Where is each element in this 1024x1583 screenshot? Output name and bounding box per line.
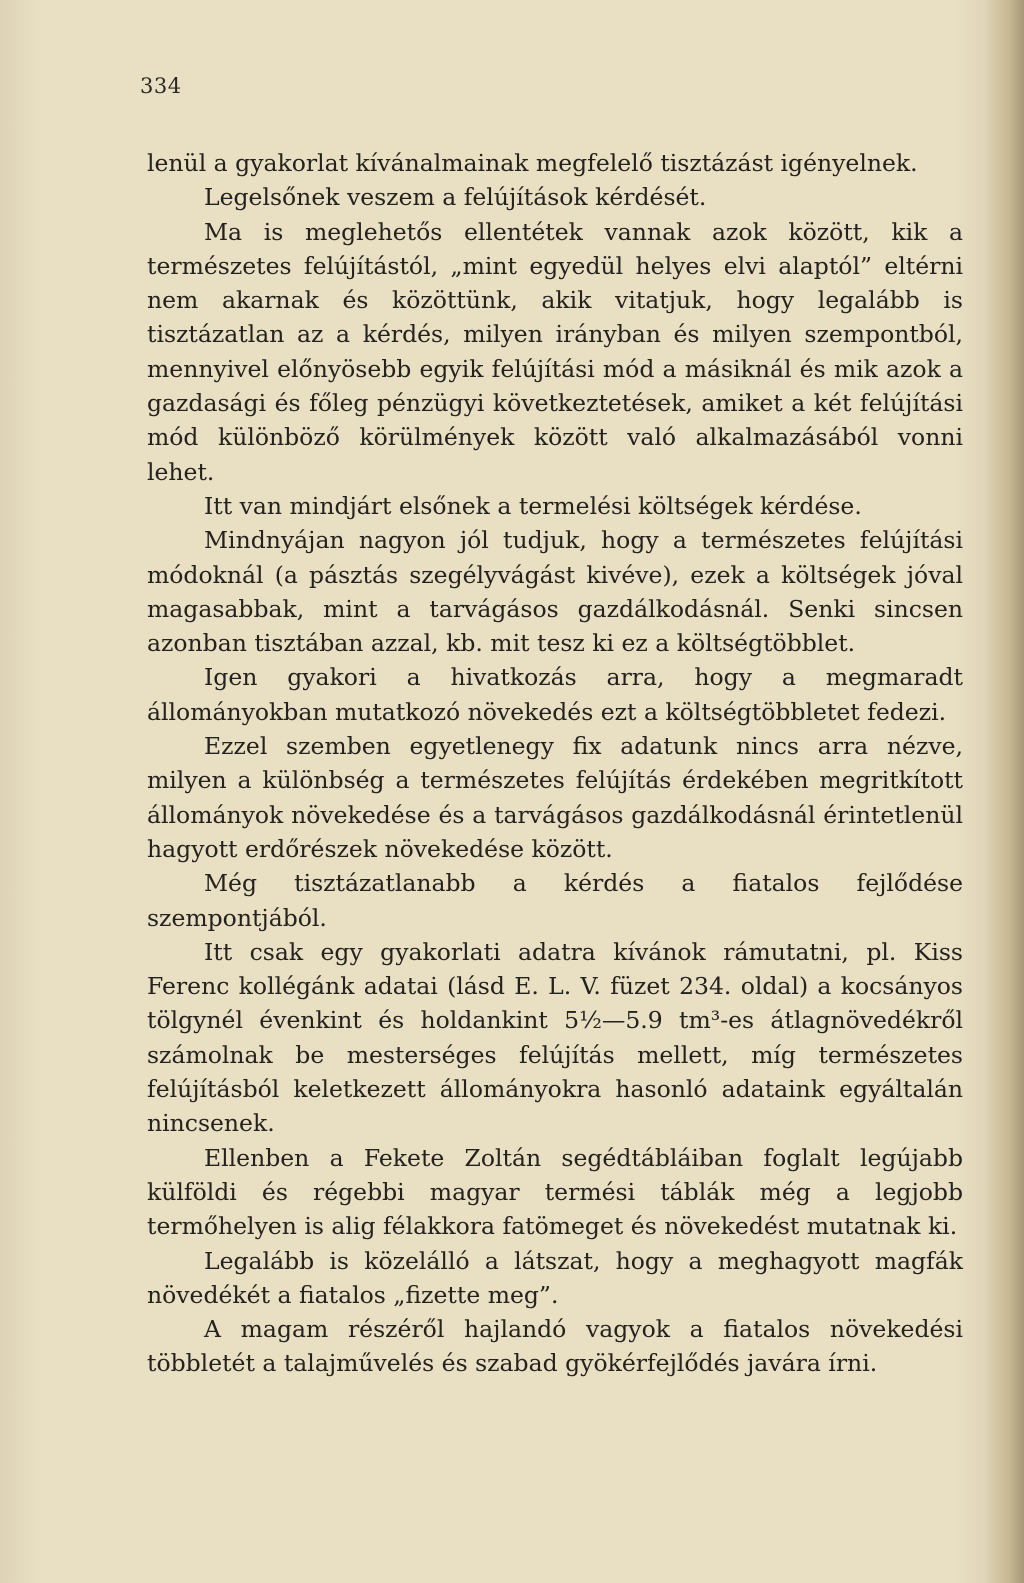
paragraph: Mindnyájan nagyon jól tudjuk, hogy a természetes felújítási módoknál (a pásztás szegélyvágást kivéve), ezek a költségek jóval magasabbak, mint a tarvágásos gazdálkodásnál. Senki sincsen azonban tisztában azzal, kb. mit tesz ki ez a költségtöbblet.	[147, 526, 963, 658]
paragraph: Még tisztázatlanabb a kérdés a fiatalos fejlődése szempontjából.	[147, 869, 963, 932]
paragraph: Itt csak egy gyakorlati adatra kívánok rámutatni, pl. Kiss Ferenc kollégánk adatai (lásd E. L. V. füzet 234. oldal) a kocsányos tölgynél évenkint és holdankint 5½—5.9 tm³-es átlagnövedékről számolnak be mesterséges felújítás mellett, míg természetes felújításból keletkezett állományokra hasonló adataink egyáltalán nincsenek.	[147, 937, 963, 1138]
paragraph: Legelsőnek veszem a felújítások kérdését.	[204, 183, 707, 212]
paragraph: Igen gyakori a hivatkozás arra, hogy a megmaradt állományokban mutatkozó növekedés ezt a költségtöbbletet fedezi.	[147, 663, 963, 726]
body-text	[147, 146, 963, 1381]
page-number: 334	[140, 74, 182, 98]
page-edge-shadow	[984, 0, 1024, 1583]
paragraph: Ma is meglehetős ellentétek vannak azok között, kik a természetes felújítástól, „mint egyedül helyes elvi alaptól” eltérni nem akarnak és közöttünk, akik vitatjuk, hogy legalább is tisztázatlan az a kérdés, milyen irányban és milyen szempontból, mennyivel előnyösebb egyik felújítási mód a másiknál és mik azok a gazdasági és főleg pénzügyi következtetések, amiket a két felújítási mód különböző körülmények között való alkalmazásából vonni lehet.	[147, 217, 963, 486]
paragraph: Legalább is közelálló a látszat, hogy a meghagyott magfák növedékét a fiatalos „fizette meg”.	[147, 1246, 963, 1309]
paragraph: Ellenben a Fekete Zoltán segédtábláiban foglalt legújabb külföldi és régebbi magyar termési táblák még a legjobb termőhelyen is alig félakkora fatömeget és növekedést mutatnak ki.	[147, 1143, 963, 1241]
paragraph: lenül a gyakorlat kívánalmainak megfelelő tisztázást igényelnek.	[147, 149, 918, 177]
paragraph: Ezzel szemben egyetlenegy fix adatunk nincs arra nézve, milyen a különbség a természetes felújítás érdekében megritkított állományok növekedése és a tarvágásos gazdálkodásnál érintetlenül hagyott erdőrészek növekedése között.	[147, 732, 963, 863]
paragraph: A magam részéről hajlandó vagyok a fiatalos növekedési többletét a talajművelés és szabad gyökérfejlődés javára írni.	[147, 1315, 963, 1378]
paragraph: Itt van mindjárt elsőnek a termelési költségek kérdése.	[204, 491, 862, 520]
